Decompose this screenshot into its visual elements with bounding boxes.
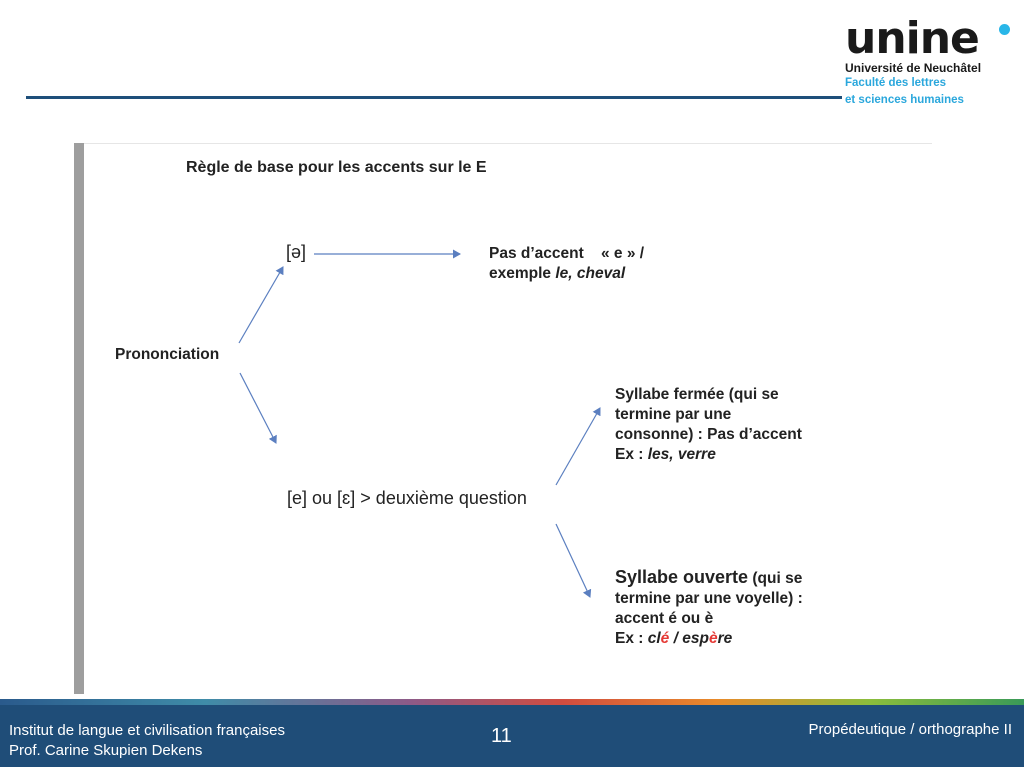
ex-word2-end: re	[717, 630, 733, 647]
arrow-e-to-closed	[556, 408, 600, 485]
footer-institute: Institut de langue et civilisation françaises	[9, 722, 285, 739]
node-closed-syllable	[615, 385, 802, 465]
footer-course: Propédeutique / orthographe II	[808, 721, 1012, 738]
arrow-root-to-schwa	[239, 267, 283, 343]
closed-line3: consonne) : Pas d’accent	[615, 426, 802, 443]
page-number: 11	[491, 725, 512, 747]
closed-example-words: les, verre	[647, 446, 716, 463]
open-line3: accent é ou è	[615, 610, 714, 627]
ex-word2-start: esp	[682, 630, 709, 647]
footer-professor: Prof. Carine Skupien Dekens	[9, 742, 203, 759]
node-second-question: [e] ou [ɛ] > deuxième question	[287, 488, 527, 508]
node-open-syllable	[615, 567, 803, 649]
open-line1	[615, 567, 803, 589]
footer-left	[9, 721, 285, 761]
open-example-words	[648, 630, 732, 647]
ex-word2-accent: è	[708, 630, 718, 647]
footer-bar	[0, 705, 1024, 767]
closed-example-prefix: Ex :	[615, 446, 648, 463]
closed-example	[615, 445, 802, 465]
open-line1-rest: (qui se	[748, 570, 803, 587]
arrow-root-to-e	[240, 373, 276, 443]
node-prononciation: Prononciation	[115, 346, 220, 363]
logo-wordmark: unine	[845, 13, 979, 64]
open-line2: termine par une voyelle) :	[615, 590, 803, 607]
arrow-e-to-open	[556, 524, 590, 597]
no-accent-example: le, cheval	[555, 265, 626, 282]
node-schwa: [ə]	[286, 242, 307, 262]
logo-faculty-line1: Faculté des lettres	[845, 77, 946, 89]
no-accent-example-prefix: exemple	[489, 265, 556, 282]
diagram-title: Règle de base pour les accents sur le E	[186, 159, 487, 176]
ex-word1-start: cl	[647, 630, 661, 647]
open-example	[615, 629, 803, 649]
closed-line2: termine par une	[615, 406, 732, 423]
open-example-prefix: Ex :	[615, 630, 648, 647]
node-no-accent	[489, 244, 644, 284]
logo-university: Université de Neuchâtel	[845, 61, 982, 75]
ex-separator: /	[669, 630, 683, 647]
closed-line1: Syllabe fermée (qui se	[615, 386, 779, 403]
open-line1-big: Syllabe ouverte	[615, 567, 749, 587]
no-accent-line1: Pas d’accent « e » /	[489, 245, 645, 262]
logo-faculty-line2: et sciences humaines	[845, 94, 964, 106]
ex-word1-accent: é	[660, 630, 670, 647]
no-accent-line2	[489, 264, 644, 284]
